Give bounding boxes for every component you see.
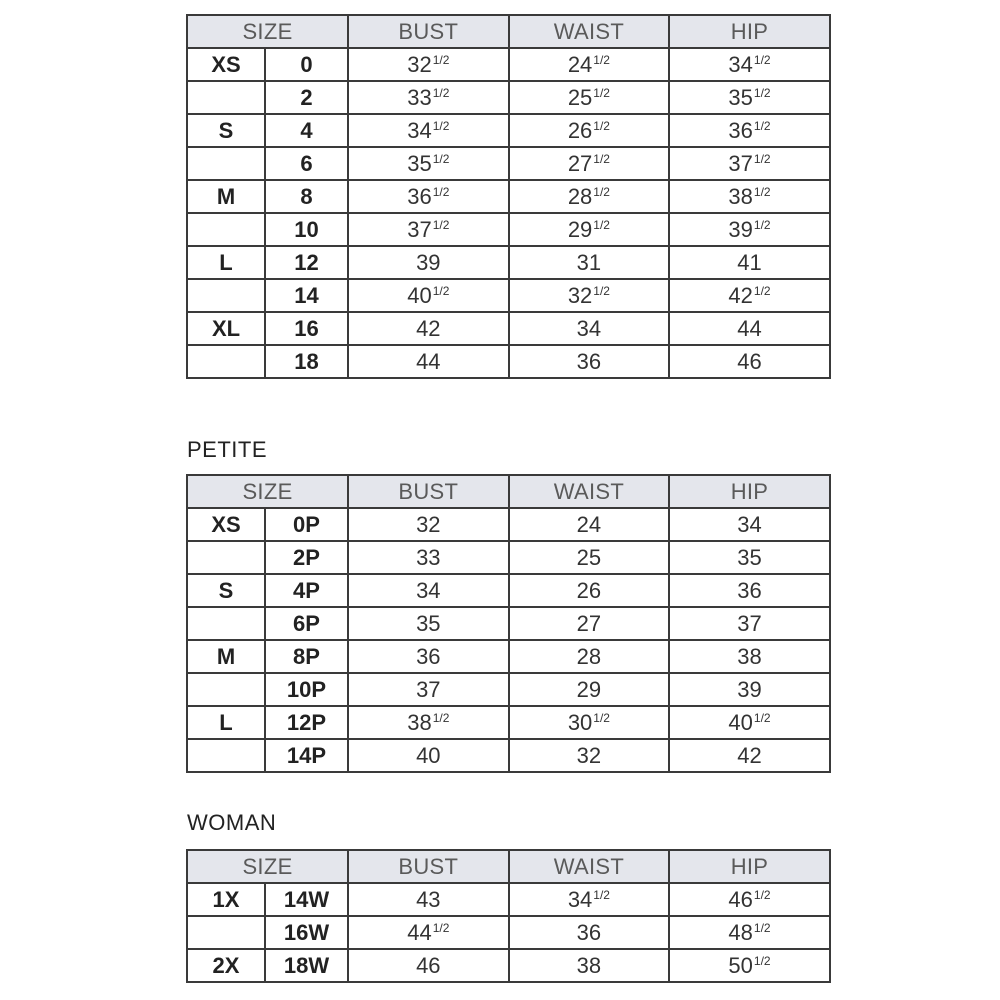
waist-cell-value: 34 xyxy=(576,315,602,341)
size-letter-cell xyxy=(187,916,265,949)
hip-cell-value: 39 xyxy=(737,676,762,702)
waist-cell xyxy=(509,114,670,147)
size-letter-cell xyxy=(187,541,265,574)
size-letter-cell xyxy=(187,279,265,312)
size-letter-cell-value: S xyxy=(218,117,234,143)
size-number-cell-value: 8P xyxy=(293,643,320,669)
header-bust: BUST xyxy=(348,850,509,883)
hip-fraction: 1/2 xyxy=(753,283,771,298)
waist-cell xyxy=(509,673,670,706)
hip-cell-value: 42 xyxy=(728,282,753,308)
section-title-woman: WOMAN xyxy=(187,810,277,835)
bust-cell-value: 33 xyxy=(416,544,441,570)
waist-cell xyxy=(509,345,670,378)
bust-cell xyxy=(348,607,509,640)
size-letter-cell xyxy=(187,949,265,982)
size-letter-cell xyxy=(187,673,265,706)
hip-cell-value: 37 xyxy=(737,610,762,636)
table-row xyxy=(187,246,830,279)
waist-cell xyxy=(509,279,670,312)
waist-cell-value: 27 xyxy=(576,610,602,636)
table-row xyxy=(187,345,830,378)
hip-cell-value: 41 xyxy=(737,249,762,275)
waist-cell-value: 26 xyxy=(576,577,602,603)
hip-fraction: 1/2 xyxy=(753,953,771,968)
hip-cell-value: 38 xyxy=(737,643,762,669)
size-number-cell xyxy=(265,81,348,114)
size-letter-cell xyxy=(187,81,265,114)
bust-cell-value: 35 xyxy=(407,150,432,176)
waist-cell-value: 28 xyxy=(576,643,602,669)
table-row xyxy=(187,213,830,246)
hip-cell xyxy=(669,739,830,772)
size-letter-cell xyxy=(187,508,265,541)
hip-cell xyxy=(669,574,830,607)
hip-cell-value: 39 xyxy=(728,216,753,242)
hip-cell-value: 40 xyxy=(728,709,753,735)
bust-cell xyxy=(348,706,509,739)
size-number-cell xyxy=(265,640,348,673)
bust-fraction: 1/2 xyxy=(432,920,450,935)
waist-cell-value: 24 xyxy=(567,51,593,77)
hip-cell xyxy=(669,180,830,213)
waist-cell xyxy=(509,180,670,213)
hip-fraction: 1/2 xyxy=(753,118,771,133)
bust-cell xyxy=(348,213,509,246)
bust-fraction: 1/2 xyxy=(432,184,450,199)
size-number-cell-value: 4 xyxy=(300,117,313,143)
size-number-cell xyxy=(265,508,348,541)
size-number-cell xyxy=(265,541,348,574)
waist-cell-value: 27 xyxy=(567,150,593,176)
waist-cell xyxy=(509,147,670,180)
size-chart-woman xyxy=(186,849,831,983)
bust-cell-value: 34 xyxy=(407,117,432,143)
waist-cell-value: 32 xyxy=(567,282,593,308)
size-letter-cell xyxy=(187,607,265,640)
table-row xyxy=(187,180,830,213)
header-bust: BUST xyxy=(348,475,509,508)
size-letter-cell xyxy=(187,345,265,378)
hip-cell-value: 44 xyxy=(737,315,762,341)
hip-cell xyxy=(669,81,830,114)
waist-cell xyxy=(509,213,670,246)
size-number-cell xyxy=(265,246,348,279)
hip-cell-value: 48 xyxy=(728,919,753,945)
size-number-cell-value: 8 xyxy=(300,183,313,209)
size-number-cell xyxy=(265,574,348,607)
bust-cell xyxy=(348,949,509,982)
table-row xyxy=(187,508,830,541)
bust-cell-value: 32 xyxy=(407,51,432,77)
bust-cell xyxy=(348,541,509,574)
header-hip: HIP xyxy=(669,15,830,48)
header-row xyxy=(187,850,830,883)
bust-cell xyxy=(348,883,509,916)
waist-cell xyxy=(509,541,670,574)
table-row xyxy=(187,48,830,81)
size-letter-cell-value: L xyxy=(219,709,233,735)
hip-fraction: 1/2 xyxy=(753,52,771,67)
size-number-cell-value: 2 xyxy=(300,84,313,110)
hip-cell-value: 35 xyxy=(737,544,762,570)
table-row xyxy=(187,607,830,640)
size-number-cell-value: 16 xyxy=(294,315,319,341)
size-number-cell-value: 0 xyxy=(300,51,313,77)
waist-cell xyxy=(509,640,670,673)
waist-cell-value: 36 xyxy=(576,348,602,374)
waist-cell-value: 36 xyxy=(576,919,602,945)
bust-fraction: 1/2 xyxy=(432,151,450,166)
size-number-cell-value: 16W xyxy=(283,919,330,945)
size-number-cell xyxy=(265,180,348,213)
hip-cell xyxy=(669,114,830,147)
waist-cell xyxy=(509,883,670,916)
table-row xyxy=(187,673,830,706)
size-letter-cell xyxy=(187,574,265,607)
waist-cell xyxy=(509,739,670,772)
table-row xyxy=(187,739,830,772)
bust-cell-value: 42 xyxy=(416,315,441,341)
bust-cell-value: 37 xyxy=(416,676,441,702)
hip-cell xyxy=(669,147,830,180)
waist-fraction: 1/2 xyxy=(593,85,610,100)
size-number-cell-value: 18W xyxy=(283,952,330,978)
hip-cell-value: 36 xyxy=(737,577,762,603)
bust-cell xyxy=(348,180,509,213)
hip-cell-value: 42 xyxy=(737,742,762,768)
bust-cell-value: 38 xyxy=(407,709,432,735)
size-number-cell xyxy=(265,673,348,706)
bust-fraction: 1/2 xyxy=(432,710,450,725)
size-letter-cell xyxy=(187,114,265,147)
bust-cell-value: 43 xyxy=(416,886,441,912)
header-waist: WAIST xyxy=(509,475,670,508)
waist-cell-value: 24 xyxy=(576,511,602,537)
size-number-cell xyxy=(265,48,348,81)
hip-fraction: 1/2 xyxy=(753,217,771,232)
header-waist: WAIST xyxy=(509,850,670,883)
bust-cell xyxy=(348,246,509,279)
hip-cell-value: 34 xyxy=(737,511,762,537)
hip-fraction: 1/2 xyxy=(753,887,771,902)
hip-cell xyxy=(669,673,830,706)
hip-cell xyxy=(669,312,830,345)
size-number-cell xyxy=(265,312,348,345)
table-row xyxy=(187,706,830,739)
header-bust: BUST xyxy=(348,15,509,48)
bust-cell-value: 32 xyxy=(416,511,441,537)
waist-cell xyxy=(509,246,670,279)
header-size: SIZE xyxy=(187,850,348,883)
bust-cell xyxy=(348,508,509,541)
size-letter-cell xyxy=(187,706,265,739)
waist-cell-value: 29 xyxy=(576,676,602,702)
size-number-cell-value: 10P xyxy=(286,676,327,702)
bust-cell-value: 39 xyxy=(416,249,441,275)
size-number-cell xyxy=(265,739,348,772)
size-number-cell xyxy=(265,607,348,640)
size-number-cell-value: 14P xyxy=(286,742,327,768)
table-row xyxy=(187,916,830,949)
hip-cell-value: 38 xyxy=(728,183,753,209)
hip-fraction: 1/2 xyxy=(753,710,771,725)
waist-fraction: 1/2 xyxy=(593,118,610,133)
bust-fraction: 1/2 xyxy=(432,118,450,133)
size-letter-cell xyxy=(187,213,265,246)
size-number-cell xyxy=(265,213,348,246)
size-number-cell xyxy=(265,916,348,949)
hip-cell-value: 35 xyxy=(728,84,753,110)
bust-cell-value: 44 xyxy=(407,919,432,945)
waist-cell xyxy=(509,607,670,640)
hip-cell-value: 50 xyxy=(728,952,753,978)
size-letter-cell-value: 1X xyxy=(212,886,240,912)
size-number-cell xyxy=(265,279,348,312)
hip-fraction: 1/2 xyxy=(753,151,771,166)
hip-fraction: 1/2 xyxy=(753,85,771,100)
bust-cell-value: 44 xyxy=(416,348,441,374)
header-hip: HIP xyxy=(669,475,830,508)
hip-cell xyxy=(669,706,830,739)
size-letter-cell-value: XL xyxy=(211,315,241,341)
bust-cell xyxy=(348,48,509,81)
size-number-cell-value: 12 xyxy=(294,249,319,275)
size-number-cell xyxy=(265,114,348,147)
waist-cell-value: 30 xyxy=(567,709,593,735)
waist-cell-value: 31 xyxy=(576,249,602,275)
size-letter-cell-value: L xyxy=(219,249,233,275)
bust-cell xyxy=(348,739,509,772)
waist-cell xyxy=(509,48,670,81)
hip-cell-value: 46 xyxy=(737,348,762,374)
hip-cell xyxy=(669,279,830,312)
header-row xyxy=(187,15,830,48)
bust-cell-value: 40 xyxy=(407,282,432,308)
size-letter-cell-value: S xyxy=(218,577,234,603)
waist-cell-value: 25 xyxy=(576,544,602,570)
hip-cell xyxy=(669,508,830,541)
waist-fraction: 1/2 xyxy=(593,710,610,725)
bust-cell xyxy=(348,916,509,949)
table-row xyxy=(187,81,830,114)
size-chart-petite xyxy=(186,474,831,773)
waist-fraction: 1/2 xyxy=(593,52,610,67)
waist-cell-value: 38 xyxy=(576,952,602,978)
size-letter-cell xyxy=(187,739,265,772)
table-row xyxy=(187,883,830,916)
size-number-cell-value: 18 xyxy=(294,348,319,374)
size-letter-cell-value: M xyxy=(216,643,236,669)
table-row xyxy=(187,949,830,982)
waist-cell xyxy=(509,312,670,345)
section-title-petite: PETITE xyxy=(187,437,268,462)
bust-cell xyxy=(348,673,509,706)
bust-cell-value: 36 xyxy=(407,183,432,209)
size-letter-cell-value: 2X xyxy=(212,952,240,978)
hip-cell xyxy=(669,916,830,949)
size-letter-cell xyxy=(187,246,265,279)
hip-cell xyxy=(669,640,830,673)
size-letter-cell xyxy=(187,48,265,81)
bust-fraction: 1/2 xyxy=(432,217,450,232)
bust-cell xyxy=(348,312,509,345)
bust-cell-value: 34 xyxy=(416,577,441,603)
waist-fraction: 1/2 xyxy=(593,184,610,199)
waist-cell xyxy=(509,574,670,607)
size-number-cell-value: 12P xyxy=(286,709,327,735)
bust-cell xyxy=(348,147,509,180)
bust-cell-value: 33 xyxy=(407,84,432,110)
size-number-cell xyxy=(265,883,348,916)
bust-fraction: 1/2 xyxy=(432,283,450,298)
table-row xyxy=(187,147,830,180)
hip-cell-value: 37 xyxy=(728,150,753,176)
size-number-cell-value: 4P xyxy=(293,577,320,603)
hip-cell xyxy=(669,213,830,246)
hip-cell xyxy=(669,345,830,378)
bust-cell xyxy=(348,640,509,673)
hip-cell xyxy=(669,541,830,574)
waist-cell-value: 32 xyxy=(576,742,602,768)
table-row xyxy=(187,279,830,312)
waist-cell xyxy=(509,916,670,949)
hip-fraction: 1/2 xyxy=(753,920,771,935)
size-letter-cell xyxy=(187,147,265,180)
table-row xyxy=(187,312,830,345)
size-letter-cell xyxy=(187,180,265,213)
waist-cell-value: 29 xyxy=(567,216,593,242)
bust-cell-value: 36 xyxy=(416,643,441,669)
waist-fraction: 1/2 xyxy=(593,283,610,298)
header-waist: WAIST xyxy=(509,15,670,48)
size-letter-cell xyxy=(187,640,265,673)
hip-cell xyxy=(669,48,830,81)
bust-cell-value: 35 xyxy=(416,610,441,636)
hip-cell xyxy=(669,883,830,916)
bust-cell-value: 40 xyxy=(416,742,441,768)
bust-cell-value: 46 xyxy=(416,952,441,978)
bust-fraction: 1/2 xyxy=(432,52,450,67)
size-number-cell xyxy=(265,345,348,378)
bust-cell xyxy=(348,81,509,114)
size-number-cell-value: 10 xyxy=(294,216,319,242)
waist-fraction: 1/2 xyxy=(593,887,610,902)
hip-cell-value: 36 xyxy=(728,117,753,143)
table-row xyxy=(187,541,830,574)
waist-cell-value: 28 xyxy=(567,183,593,209)
waist-fraction: 1/2 xyxy=(593,151,610,166)
waist-cell-value: 34 xyxy=(567,886,593,912)
size-letter-cell-value: XS xyxy=(211,51,241,77)
waist-cell xyxy=(509,949,670,982)
waist-cell-value: 25 xyxy=(567,84,593,110)
header-size: SIZE xyxy=(187,475,348,508)
waist-fraction: 1/2 xyxy=(593,217,610,232)
size-number-cell-value: 14 xyxy=(294,282,319,308)
bust-cell xyxy=(348,279,509,312)
header-hip: HIP xyxy=(669,850,830,883)
hip-fraction: 1/2 xyxy=(753,184,771,199)
size-number-cell-value: 0P xyxy=(293,511,320,537)
size-letter-cell xyxy=(187,312,265,345)
size-number-cell-value: 6 xyxy=(300,150,313,176)
table-row xyxy=(187,640,830,673)
size-chart-regular xyxy=(186,14,831,379)
waist-cell-value: 26 xyxy=(567,117,593,143)
size-letter-cell xyxy=(187,883,265,916)
table-row xyxy=(187,114,830,147)
header-size: SIZE xyxy=(187,15,348,48)
size-number-cell xyxy=(265,706,348,739)
table-row xyxy=(187,574,830,607)
waist-cell xyxy=(509,508,670,541)
size-letter-cell-value: M xyxy=(216,183,236,209)
hip-cell xyxy=(669,949,830,982)
waist-cell xyxy=(509,706,670,739)
hip-cell-value: 46 xyxy=(728,886,753,912)
size-number-cell-value: 14W xyxy=(283,886,330,912)
bust-cell xyxy=(348,574,509,607)
header-row xyxy=(187,475,830,508)
bust-fraction: 1/2 xyxy=(432,85,450,100)
waist-cell xyxy=(509,81,670,114)
size-number-cell-value: 2P xyxy=(293,544,320,570)
size-letter-cell-value: XS xyxy=(211,511,241,537)
hip-cell-value: 34 xyxy=(728,51,753,77)
hip-cell xyxy=(669,607,830,640)
bust-cell-value: 37 xyxy=(407,216,432,242)
bust-cell xyxy=(348,114,509,147)
size-number-cell xyxy=(265,147,348,180)
size-number-cell-value: 6P xyxy=(293,610,320,636)
bust-cell xyxy=(348,345,509,378)
size-number-cell xyxy=(265,949,348,982)
hip-cell xyxy=(669,246,830,279)
